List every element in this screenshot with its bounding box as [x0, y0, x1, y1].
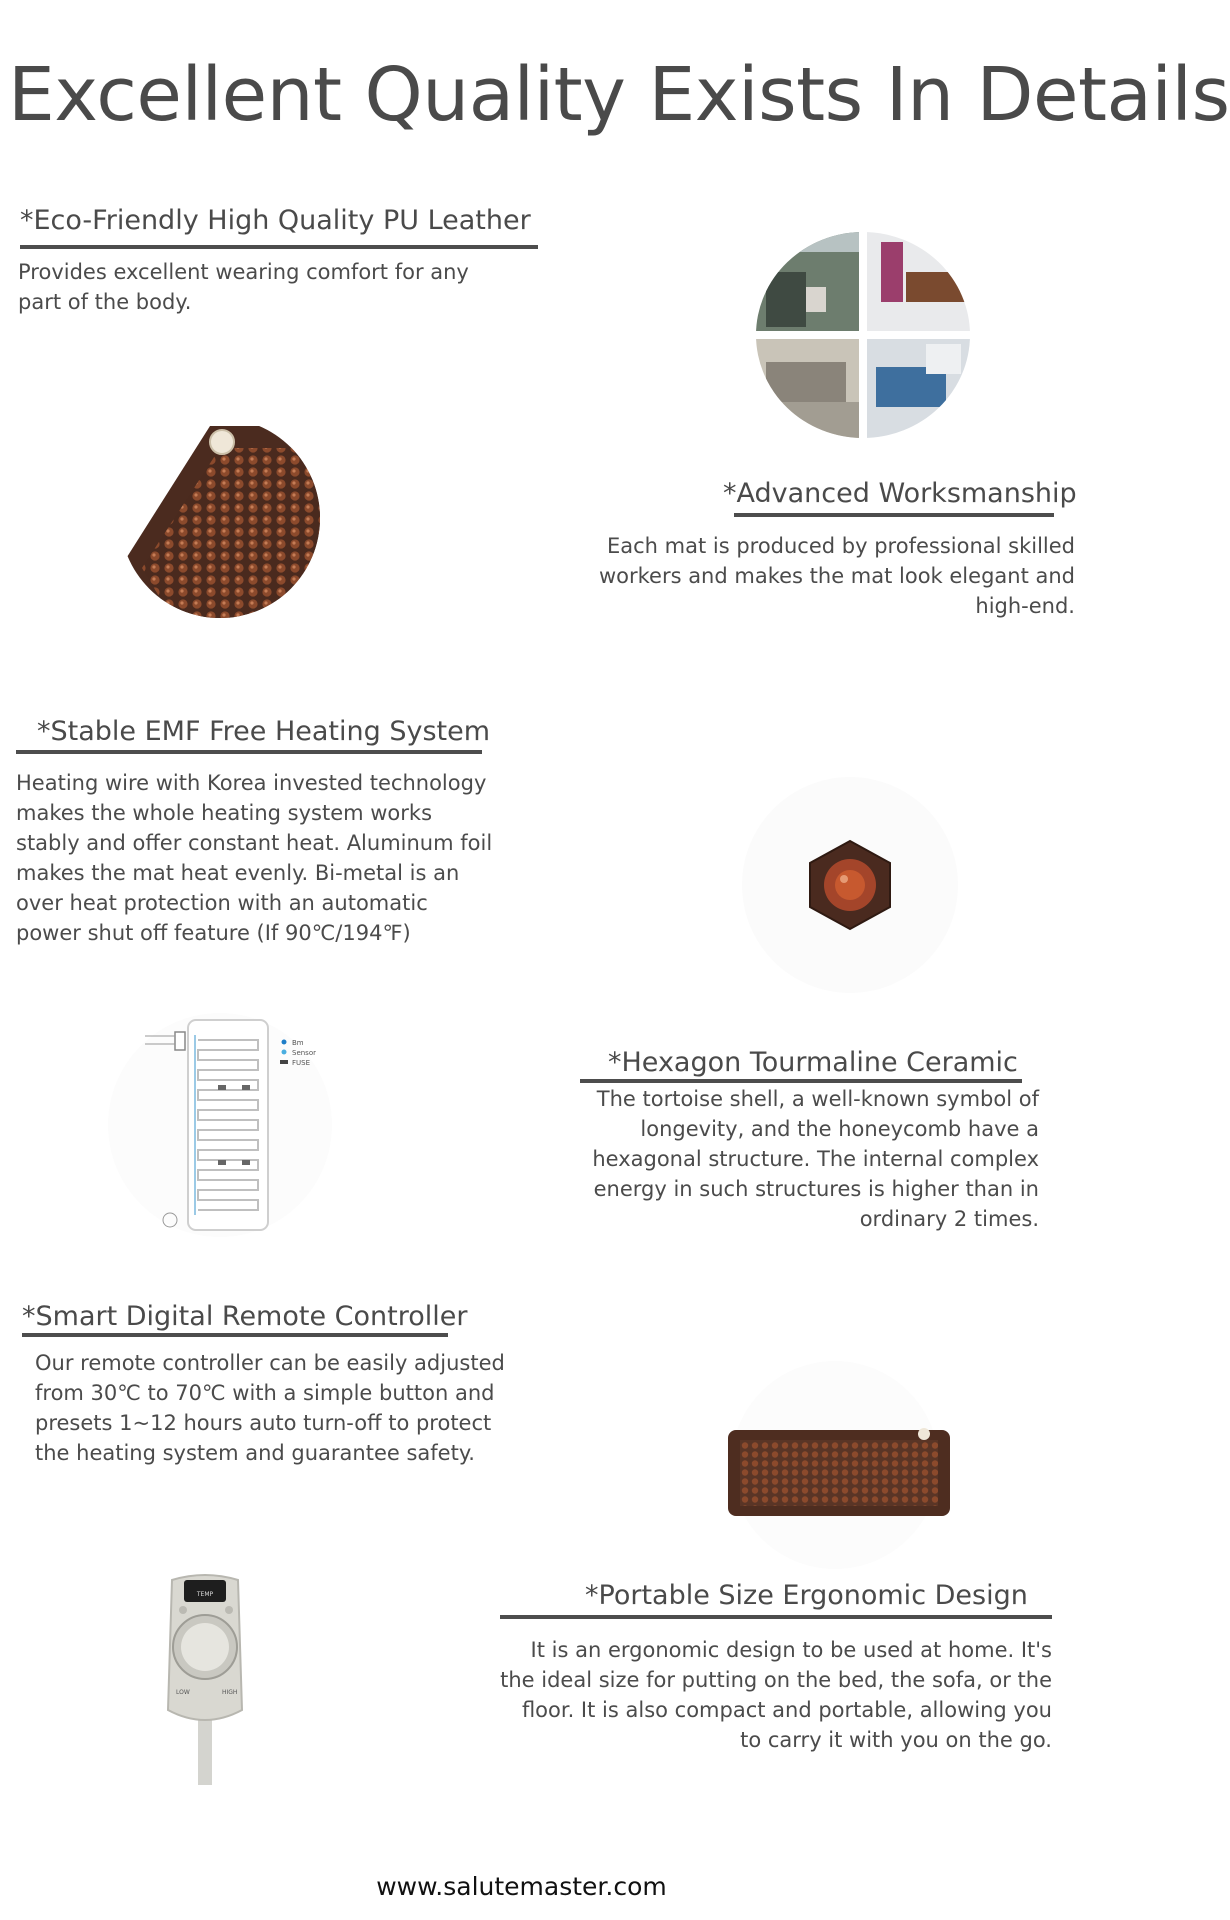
remote-display-label: TEMP: [196, 1591, 214, 1598]
page-title: Excellent Quality Exists In Details: [8, 52, 1230, 138]
section-title-portable-design: *Portable Size Ergonomic Design: [585, 1580, 1028, 1611]
section-body-remote-controller: Our remote controller can be easily adjusted from 30℃ to 70℃ with a simple button and presets 1~12 hours auto turn-off to protect the heating system and guarantee safety.: [35, 1351, 505, 1465]
section-title-emf-heating: *Stable EMF Free Heating System: [37, 716, 491, 747]
section-body-hexagon-ceramic: The tortoise shell, a well-known symbol of longevity, and the honeycomb have a hexagonal structure. The internal complex energy in such structures is higher than in ordinary 2 times.: [592, 1087, 1039, 1231]
section-divider: [500, 1615, 1052, 1619]
section-body-emf-heating: Heating wire with Korea invested technology makes the whole heating system works stably and offer constant heat. Aluminum foil makes the mat heat evenly. Bi-metal is an over heat protection with an automatic power shut off feature (If 90℃/194℉): [16, 771, 493, 945]
heating-wire-diagram: [100, 1010, 340, 1240]
remote-low-label: LOW: [176, 1689, 190, 1696]
remote-high-label: HIGH: [222, 1689, 238, 1696]
diagram-legend-bm: Bm: [292, 1039, 304, 1047]
factory-collage-image: [756, 232, 970, 438]
section-title-pu-leather: *Eco-Friendly High Quality PU Leather: [20, 205, 531, 236]
section-title-hexagon-ceramic: *Hexagon Tourmaline Ceramic: [608, 1047, 1018, 1078]
section-divider: [734, 513, 1054, 517]
section-body-portable-design: It is an ergonomic design to be used at home. It's the ideal size for putting on the bed, the sofa, or the floor. It is also compact and portable, allowing you to carry it with you on the go.: [500, 1638, 1052, 1752]
section-divider: [20, 245, 538, 249]
section-divider: [580, 1079, 1022, 1083]
section-divider: [16, 750, 482, 754]
footer-url[interactable]: www.salutemaster.com: [376, 1872, 667, 1901]
diagram-legend-sensor: Sensor: [292, 1049, 316, 1057]
section-title-remote-controller: *Smart Digital Remote Controller: [22, 1301, 468, 1332]
section-divider: [22, 1333, 448, 1337]
diagram-legend-fuse: FUSE: [292, 1059, 311, 1067]
section-title-worksmanship: *Advanced Worksmanship: [723, 478, 1077, 509]
hexagon-stone-image: [740, 775, 960, 995]
section-body-worksmanship: Each mat is produced by professional skilled workers and makes the mat look elegant and high-end.: [598, 534, 1075, 618]
remote-controller-image: [150, 1570, 260, 1785]
section-body-pu-leather: Provides excellent wearing comfort for any part of the body.: [18, 260, 469, 314]
mat-full-image: [700, 1360, 970, 1570]
mat-corner-image: [120, 418, 320, 618]
